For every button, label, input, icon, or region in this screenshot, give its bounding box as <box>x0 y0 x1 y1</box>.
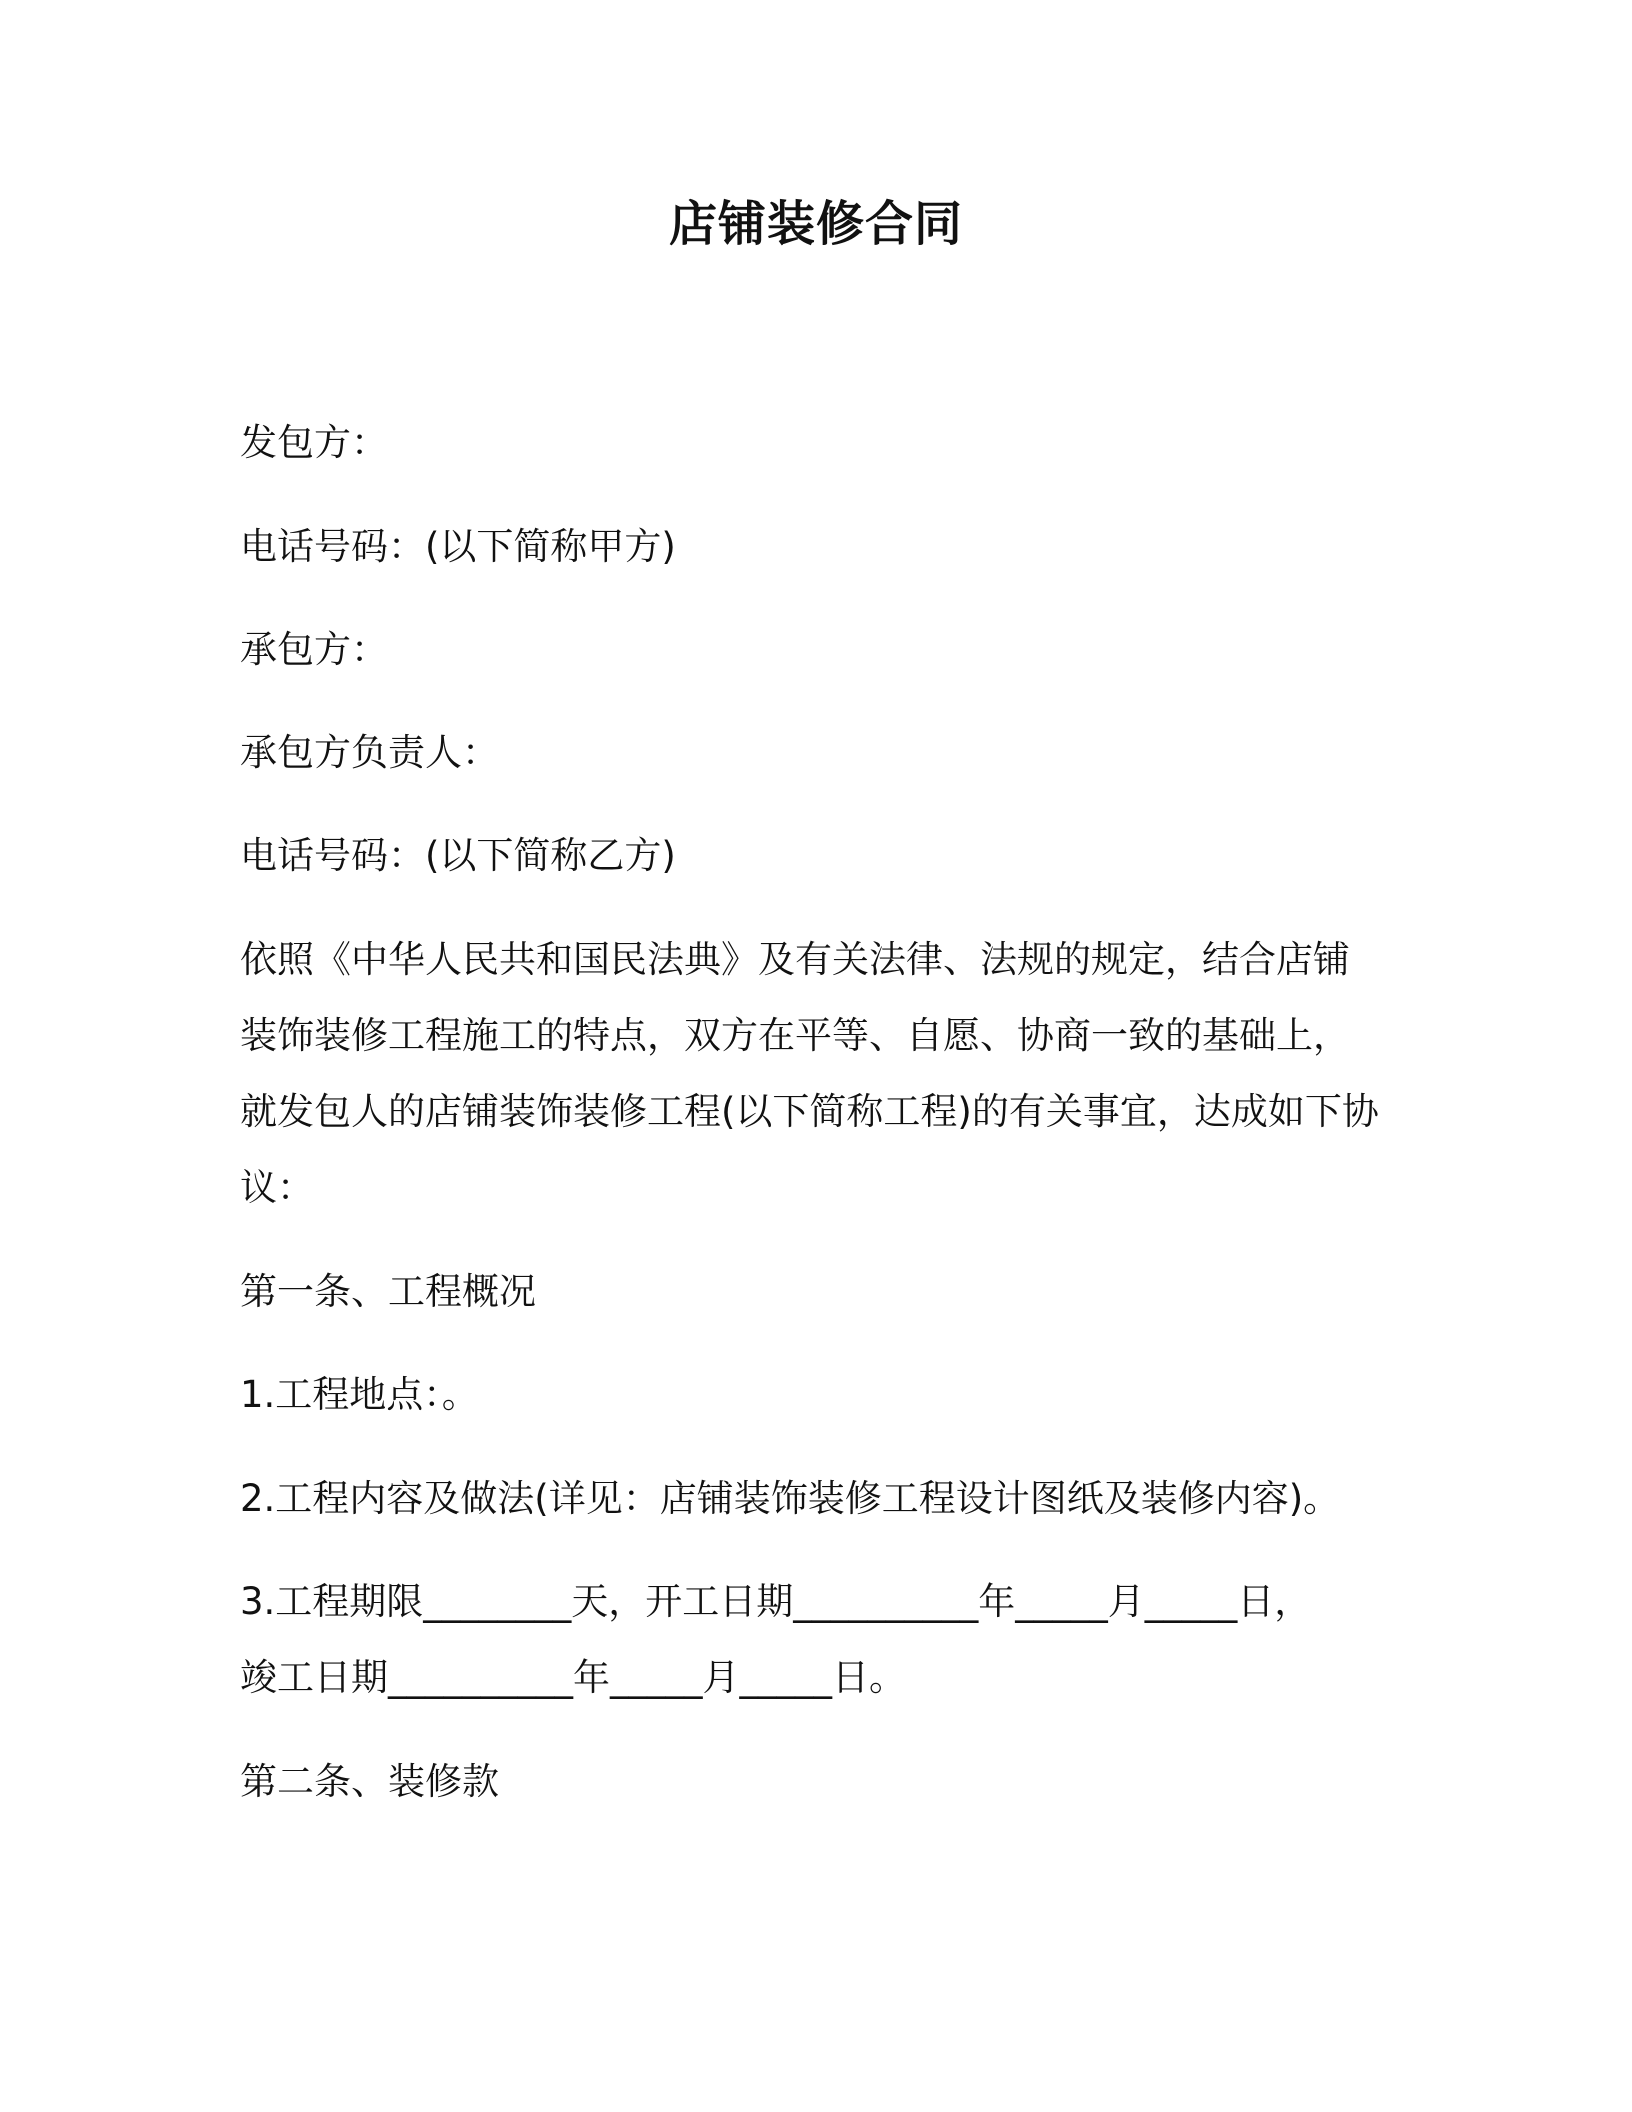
preamble-line: 就发包人的店铺装饰装修工程(以下简称工程)的有关事宜，达成如下协 <box>240 1090 1379 1133</box>
preamble-line: 依照《中华人民共和国民法典》及有关法律、法规的规定，结合店铺 <box>240 938 1350 981</box>
contractor-manager: 承包方负责人： <box>240 731 499 774</box>
article2-heading: 第二条、装修款 <box>240 1760 499 1803</box>
contractor-phone: 电话号码：(以下简称乙方) <box>240 834 676 877</box>
article1-heading: 第一条、工程概况 <box>240 1270 536 1313</box>
article1-item-schedule: 3.工程期限________天，开工日期__________年_____月_____日， <box>240 1580 1312 1623</box>
article1-item-content: 2.工程内容及做法(详见：店铺装饰装修工程设计图纸及装修内容)。 <box>240 1477 1341 1520</box>
article1-item-location: 1.工程地点：。 <box>240 1373 479 1416</box>
preamble-line: 议： <box>240 1166 314 1209</box>
preamble-line: 装饰装修工程施工的特点，双方在平等、自愿、协商一致的基础上， <box>240 1014 1350 1057</box>
employer-phone: 电话号码：(以下简称甲方) <box>240 525 676 568</box>
employer-label: 发包方： <box>240 421 388 464</box>
contractor-label: 承包方： <box>240 628 388 671</box>
article1-item-schedule-completion: 竣工日期__________年_____月_____日。 <box>240 1656 906 1699</box>
document-title: 店铺装修合同 <box>668 196 963 252</box>
